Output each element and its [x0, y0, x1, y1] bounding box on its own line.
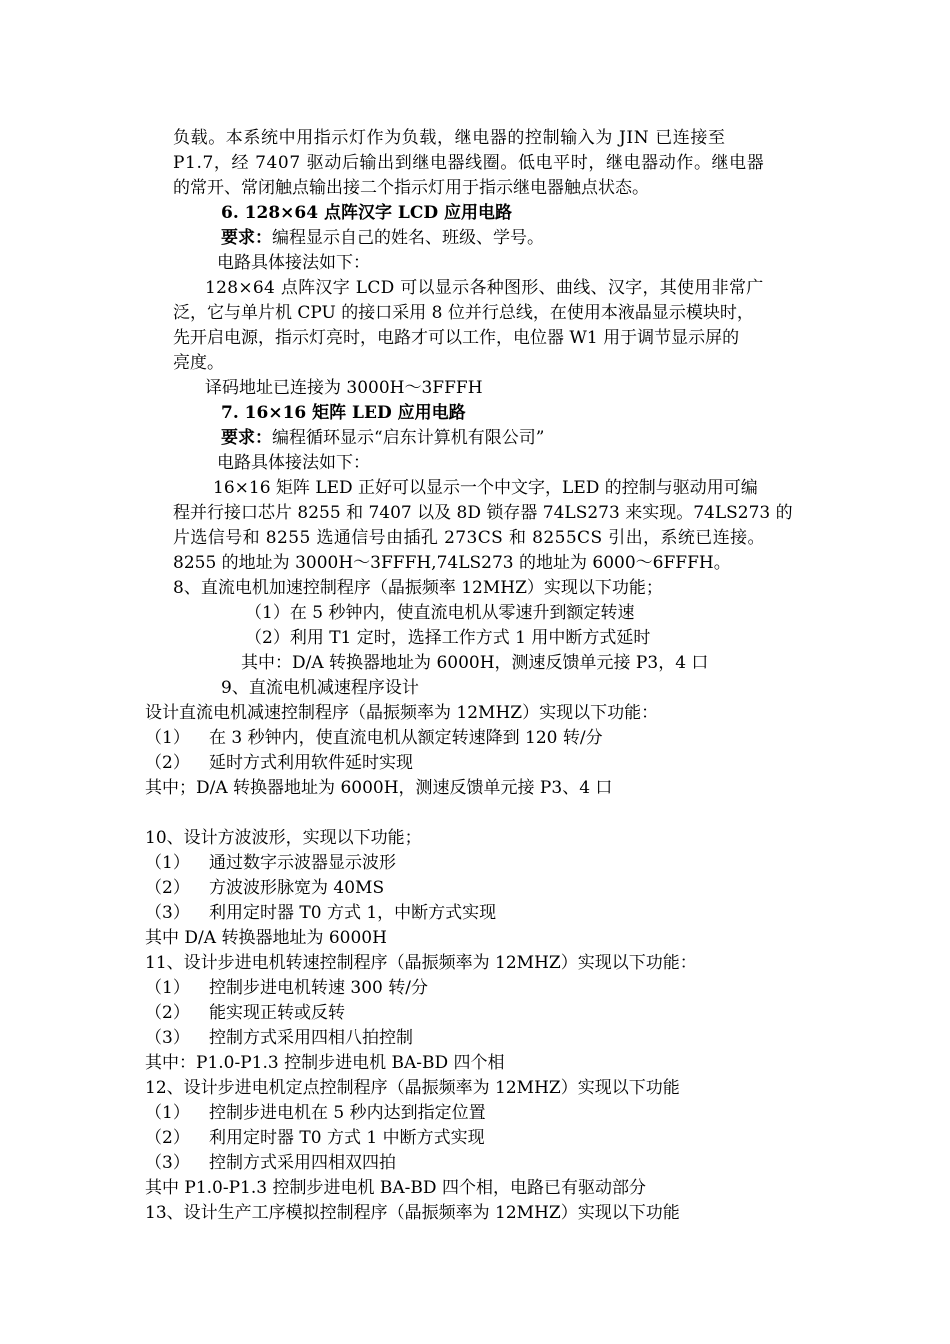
list-text: 控制步进电机在 5 秒内达到指定位置 — [209, 1103, 486, 1123]
paragraph-line: 的常开、常闭触点输出接二个指示灯用于指示继电器触点状态。 — [173, 178, 649, 198]
list-number: （3） — [145, 1028, 190, 1048]
section-heading: 6. 128×64 点阵汉字 LCD 应用电路 — [221, 203, 513, 223]
list-text: 控制方式采用四相八拍控制 — [209, 1028, 413, 1048]
list-number: （1） — [145, 853, 190, 873]
section-heading: 9、直流电机减速程序设计 — [221, 678, 419, 698]
requirement-text: 编程显示自己的姓名、班级、学号。 — [272, 228, 544, 248]
section-heading: 7. 16×16 矩阵 LED 应用电路 — [221, 403, 466, 423]
list-item — [145, 1101, 486, 1126]
paragraph-line: 亮度。 — [173, 353, 224, 373]
list-number: （2） — [145, 878, 190, 898]
paragraph-line: 其中：P1.0-P1.3 控制步进电机 BA-BD 四个相 — [145, 1053, 505, 1073]
paragraph-line: P1.7，经 7407 驱动后输出到继电器线圈。低电平时，继电器动作。继电器 — [173, 153, 765, 173]
list-item — [145, 1151, 396, 1176]
paragraph-line: 负载。本系统中用指示灯作为负载，继电器的控制输入为 JIN 已连接至 — [173, 128, 726, 148]
list-item — [145, 851, 396, 876]
list-text: 利用定时器 T0 方式 1 中断方式实现 — [209, 1128, 485, 1148]
list-number: （1） — [145, 728, 190, 748]
requirement-line — [221, 426, 544, 451]
list-text: 在 3 秒钟内，使直流电机从额定转速降到 120 转/分 — [209, 728, 603, 748]
paragraph-line: 8255 的地址为 3000H～3FFFH,74LS273 的地址为 6000～6FFFH。 — [173, 553, 731, 573]
section-heading: 8、直流电机加速控制程序（晶振频率 12MHZ）实现以下功能； — [173, 578, 663, 598]
list-item — [145, 1026, 413, 1051]
paragraph-line: 设计直流电机减速控制程序（晶振频率为 12MHZ）实现以下功能： — [145, 703, 659, 723]
paragraph-line: 16×16 矩阵 LED 正好可以显示一个中文字，LED 的控制与驱动用可编 — [213, 478, 758, 498]
list-text: 利用定时器 T0 方式 1，中断方式实现 — [209, 903, 497, 923]
section-heading: 11、设计步进电机转速控制程序（晶振频率为 12MHZ）实现以下功能： — [145, 953, 697, 973]
list-number: （1） — [145, 1103, 190, 1123]
paragraph-line: 电路具体接法如下： — [217, 453, 370, 473]
section-heading: 12、设计步进电机定点控制程序（晶振频率为 12MHZ）实现以下功能 — [145, 1078, 680, 1098]
list-number: （2） — [145, 753, 190, 773]
list-item — [145, 751, 413, 776]
list-text: 方波波形脉宽为 40MS — [209, 878, 385, 898]
paragraph-line: 译码地址已连接为 3000H～3FFFH — [205, 378, 483, 398]
list-item — [145, 876, 384, 901]
paragraph-line: 程并行接口芯片 8255 和 7407 以及 8D 锁存器 74LS273 来实现。74LS273 的 — [173, 503, 793, 523]
list-number: （2） — [145, 1128, 190, 1148]
list-number: （3） — [145, 903, 190, 923]
paragraph-line: 其中：D/A 转换器地址为 6000H，测速反馈单元接 P3，4 口 — [241, 653, 709, 673]
list-number: （2） — [145, 1003, 190, 1023]
requirement-label: 要求： — [221, 228, 272, 248]
list-number: （1） — [145, 978, 190, 998]
section-heading: 13、设计生产工序模拟控制程序（晶振频率为 12MHZ）实现以下功能 — [145, 1203, 680, 1223]
paragraph-line: 其中 P1.0-P1.3 控制步进电机 BA-BD 四个相，电路已有驱动部分 — [145, 1178, 646, 1198]
list-number: （3） — [145, 1153, 190, 1173]
list-item — [145, 901, 496, 926]
list-item — [145, 1001, 345, 1026]
paragraph-line: 先开启电源，指示灯亮时，电路才可以工作，电位器 W1 用于调节显示屏的 — [173, 328, 740, 348]
paragraph-line: 128×64 点阵汉字 LCD 可以显示各种图形、曲线、汉字，其使用非常广 — [205, 278, 764, 298]
list-text: 控制步进电机转速 300 转/分 — [209, 978, 428, 998]
list-item — [145, 726, 603, 751]
list-text: 通过数字示波器显示波形 — [209, 853, 396, 873]
paragraph-line: 其中；D/A 转换器地址为 6000H，测速反馈单元接 P3、4 口 — [145, 778, 613, 798]
list-text: 能实现正转或反转 — [209, 1003, 345, 1023]
list-item: （1）在 5 秒钟内，使直流电机从零速升到额定转速 — [245, 603, 635, 623]
list-item — [145, 976, 428, 1001]
requirement-label: 要求： — [221, 428, 272, 448]
requirement-line — [221, 226, 544, 251]
list-text: 控制方式采用四相双四拍 — [209, 1153, 396, 1173]
requirement-text: 编程循环显示“启东计算机有限公司” — [272, 428, 545, 448]
paragraph-line: 泛，它与单片机 CPU 的接口采用 8 位并行总线，在使用本液晶显示模块时， — [173, 303, 754, 323]
paragraph-line: 其中 D/A 转换器地址为 6000H — [145, 928, 387, 948]
list-item: （2）利用 T1 定时，选择工作方式 1 用中断方式延时 — [245, 628, 651, 648]
list-item — [145, 1126, 485, 1151]
list-text: 延时方式利用软件延时实现 — [209, 753, 413, 773]
paragraph-line: 片选信号和 8255 选通信号由插孔 273CS 和 8255CS 引出，系统已连接。 — [173, 528, 765, 548]
paragraph-line: 电路具体接法如下： — [217, 253, 370, 273]
section-heading: 10、设计方波波形，实现以下功能； — [145, 828, 422, 848]
